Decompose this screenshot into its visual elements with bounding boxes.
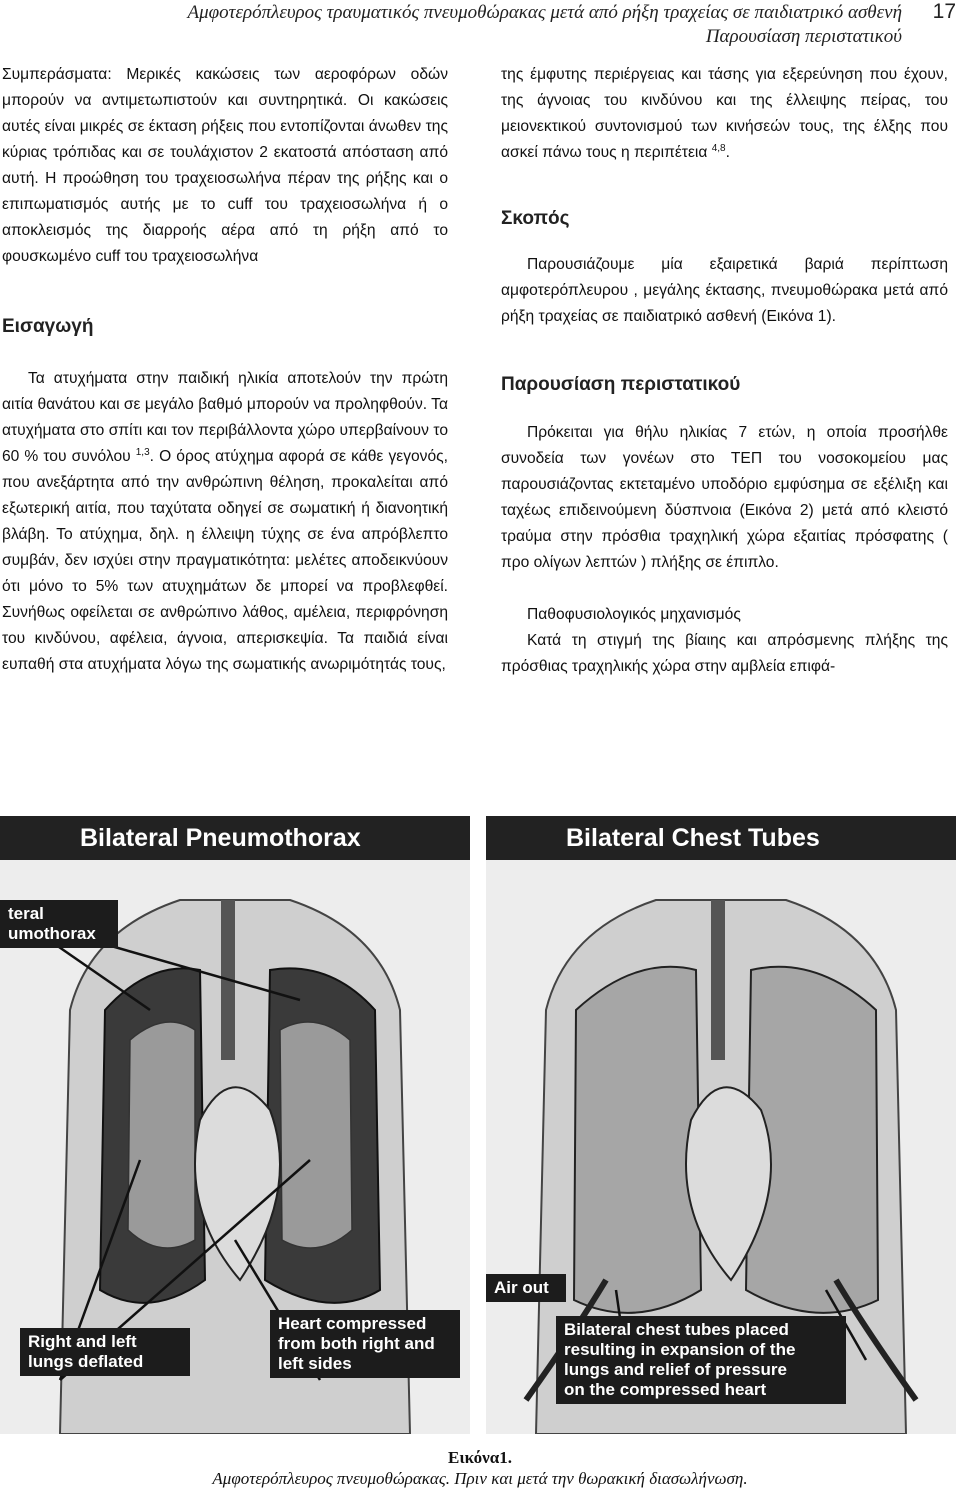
air-out-label: Air out: [486, 1274, 566, 1302]
mechanism-heading: Παθοφυσιολογικός μηχανισμός: [527, 606, 741, 623]
page-number: 17: [932, 0, 956, 23]
chest-tubes-label: Bilateral chest tubes placed resulting in expansion of the lungs and relief of pressure on the compressed heart: [556, 1316, 846, 1404]
pneumothorax-label: teral umothorax: [0, 900, 118, 948]
intro-paragraph: Τα ατυχήματα στην παιδική ηλικία αποτελούν την πρώτη αιτία θανάτου και σε μεγάλο βαθμό μπορούν να προληφθούν. Τα ατυχήματα στο σπίτι και τον περιβάλλοντα χώρο υπερβαίνουν το 60 % του συνόλου $^{1,3}$. Ο όρος ατύχημα αφορά σε κάθε γεγονός, που ανεξάρτητα από την ανθρώπινη θέληση, προκαλείται από εξωτερική αιτία, που ταχύτατα οδηγεί σε σωματική ή διανοητική βλάβη. Το ατύχημα, δηλ. η έλλειψη τύχης σε ένα απρόβλεπτο συμβάν, δεν ισχύει στην πραγματικότητα: μελέτες αποδεικνύουν ότι μόνο το 5% των ατυχημάτων δε μπορεί να προβλεφθεί. Συνήθως οφείλεται σε ανθρώπινο λάθος, αμέλεια, περιφρόνηση του κινδύνου, αφέλεια, άγνοια, απερισκεψία. Τα παιδιά είναι ευπαθή στα ατυχήματα λόγω της σωματικής ανωριμότητάς τους,: [2, 370, 448, 673]
chest-tubes-panel: [486, 816, 956, 1434]
mechanism-paragraph: Κατά τη στιγμή της βίαιης και απρόσμενης πλήξης της πρόσθιας τραχηλικής χώρα στην αμβλεία επιφά-: [501, 632, 948, 675]
pneumothorax-panel: [0, 816, 470, 1434]
caption-text: Αμφοτερόπλευρος πνευμοθώρακας. Πριν και μετά την θωρακική διασωλήνωση.: [212, 1469, 748, 1488]
right-column: [501, 62, 948, 680]
caption-title: Εικόνα1.: [448, 1448, 512, 1467]
chest-tubes-title: Bilateral Chest Tubes: [486, 816, 956, 860]
pneumothorax-title: Bilateral Pneumothorax: [0, 816, 470, 860]
aim-heading: Σκοπός: [501, 208, 570, 229]
figure-1: [0, 816, 960, 1434]
continuation-paragraph: της έμφυτης περιέργειας και τάσης για εξερεύνηση που έχουν, της άγνοιας του κινδύνου και της έλλειψης πείρας, του μειονεκτικού συντονισμού των κινήσεών τους, της έλξης που ασκεί πάνω τους η περιπέτεια $^{4,8}$.: [501, 66, 948, 161]
conclusions-paragraph: Συμπεράσματα: Μερικές κακώσεις των αεροφόρων οδών μπορούν να αντιμετωπιστούν και συντηρητικά. Οι κακώσεις αυτές είναι μικρές σε έκταση ρήξεις που εντοπίζονται άνωθεν της κύριας τρόπιδας και σε τουλάχιστον 2 εκατοστά απόσταση από αυτή. Η προώθηση του τραχειοσωλήνα πέραν της ρήξης και ο επιπωματισμός αυτής με το cuff του τραχειοσωλήνα ή ο αποκλεισμός της διαρροής αέρα από τη ρήξη από το φουσκωμένο cuff του τραχειοσωλήνα: [2, 66, 448, 265]
aim-paragraph: Παρουσιάζουμε μία εξαιρετικά βαριά περίπτωση αμφοτερόπλευρου , μεγάλης έκτασης, πνευμοθώρακα μετά από ρήξη τραχείας σε παιδιατρικό ασθενή (Εικόνα 1).: [501, 256, 948, 325]
header-subtitle: Παρουσίαση περιστατικού: [705, 26, 902, 47]
left-column: [2, 62, 448, 678]
running-header: [0, 0, 960, 52]
case-paragraph: Πρόκειται για θήλυ ηλικίας 7 ετών, η οποία προσήλθε συνοδεία των γονέων στο ΤΕΠ του νοσοκομείου μας παρουσιάζοντας εκτεταμένο υποδόριο εμφύσημα σε εξέλιξη και ταχέως επιδεινούμενη δύσπνοια (Εικόνα 2) μετά από κλειστό τραύμα στην πρόσθια τραχηλική χώρα εξαιτίας πρόσφατης ( προ ολίγων λεπτών ) πλήξης σε έπιπλο.: [501, 424, 948, 571]
intro-heading: Εισαγωγή: [2, 316, 94, 337]
lungs-deflated-label: Right and left lungs deflated: [20, 1328, 190, 1376]
header-title: Αμφοτερόπλευρος τραυματικός πνευμοθώρακας μετά από ρήξη τραχείας σε παιδιατρικό ασθενή: [187, 2, 902, 23]
citation: 4,8: [711, 142, 726, 154]
heart-compressed-label: Heart compressed from both right and left sides: [270, 1310, 460, 1378]
citation: 1,3: [135, 446, 150, 458]
case-heading: Παρουσίαση περιστατικού: [501, 374, 741, 395]
